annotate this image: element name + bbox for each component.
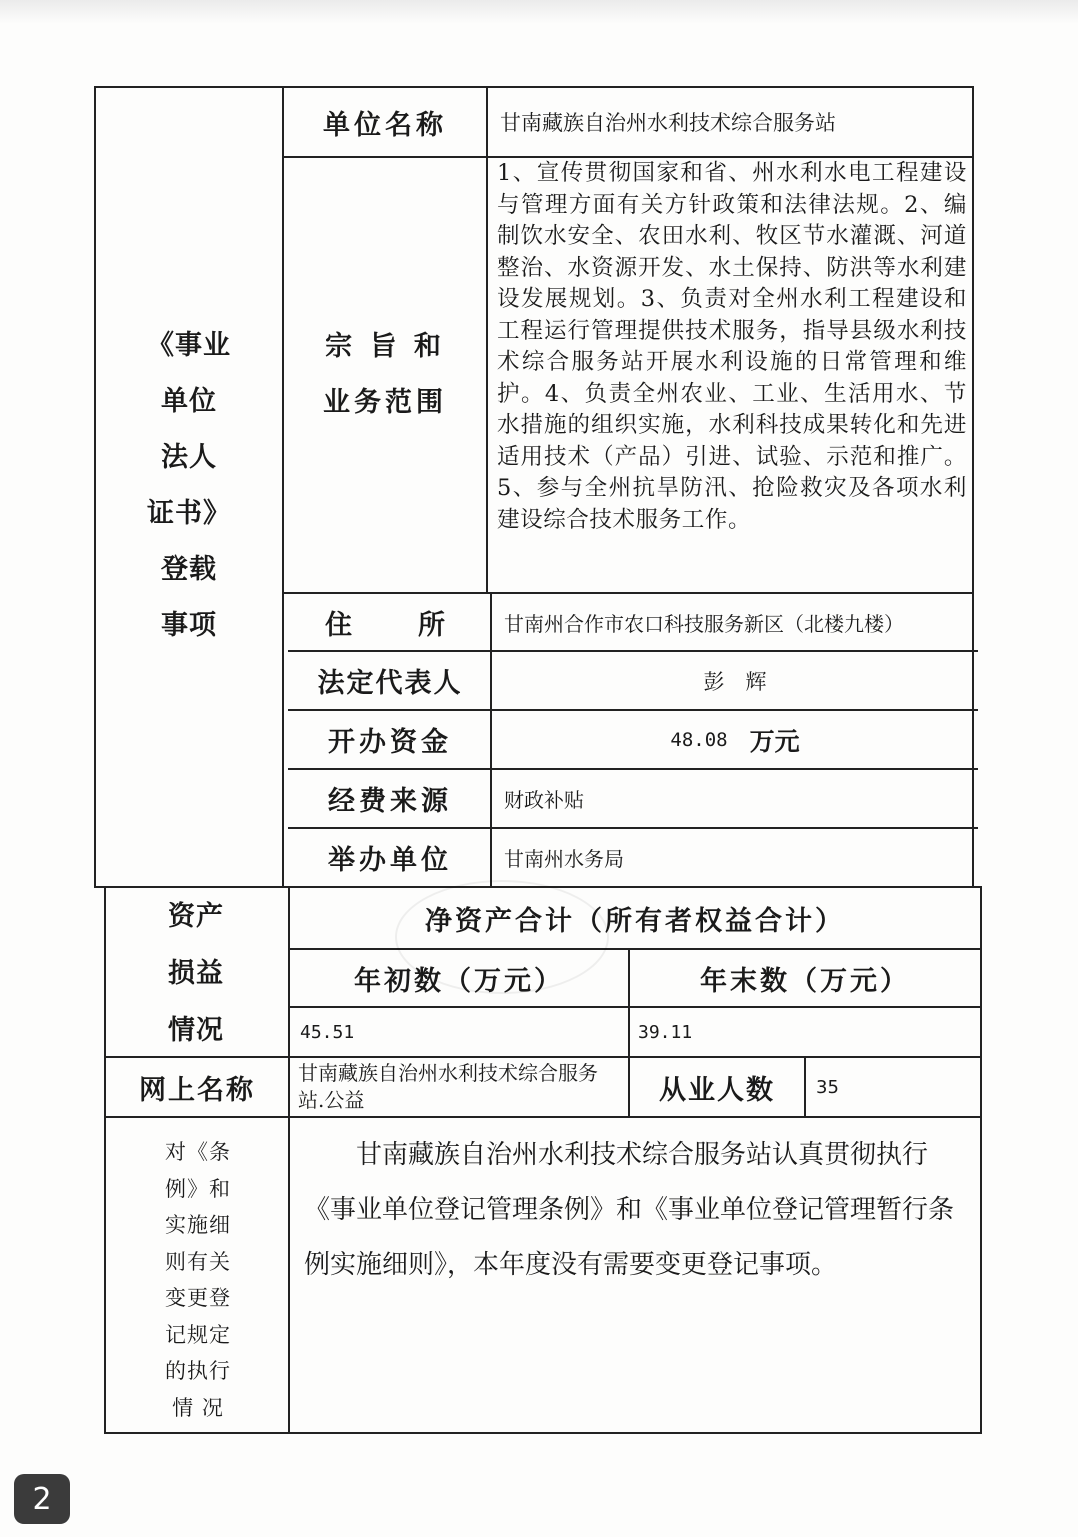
page-number-badge[interactable]: 2 <box>14 1474 70 1524</box>
section-line: 法人 <box>161 442 217 473</box>
section-line: 资产 <box>168 901 224 932</box>
compliance-label-line: 变更登 <box>165 1286 231 1310</box>
section-line: 情况 <box>168 1015 224 1046</box>
purpose-label-line2: 业务范围 <box>323 387 447 418</box>
staff-count-label: 从业人数 <box>659 1074 775 1106</box>
section-line: 证书》 <box>147 498 231 529</box>
col-sep-label-upper <box>486 86 488 594</box>
funding-value: 财政补贴 <box>504 788 584 812</box>
unit-name-value: 甘南藏族自治州水利技术综合服务站 <box>500 111 836 135</box>
purpose-text: 1、宣传贯彻国家和省、州水利水电工程建设与管理方面有关方针政策和法律法规。2、编制饮水安全、农田水利、牧区节水灌溉、河道整治、水资源开发、水土保持、防洪等水利建设发展规划。3、负责对全州水利工程建设和工程运行管理提供技术服务，指导县级水利技术综合服务站开展水利设施的日常管理和维护。4、负责全州农业、工业、生活用水、节水措施的组织实施，水利科技成果转化和先进适用技术（产品）引进、试验、示范和推广。5、参与全州抗旱防汛、抢险救灾及各项水利建设综合技术服务工作。 <box>497 160 967 533</box>
compliance-label-line: 情 况 <box>172 1395 224 1420</box>
section-line: 损益 <box>168 958 224 989</box>
purpose-label-line1: 宗 旨 和 <box>325 331 445 362</box>
staff-count-value: 35 <box>816 1076 839 1098</box>
legal-rep-value: 彭 辉 <box>703 669 767 694</box>
section-line: 事项 <box>161 610 217 641</box>
capital-value <box>492 711 978 768</box>
compliance-label <box>150 1134 246 1426</box>
end-of-year-label: 年末数（万元） <box>700 965 910 997</box>
sponsor-value: 甘南州水务局 <box>504 847 624 871</box>
row-sep-compliance <box>104 1116 980 1118</box>
section-line: 《事业 <box>147 330 231 361</box>
compliance-label-line: 例》和 <box>165 1176 231 1201</box>
funding-label: 经费来源 <box>328 786 452 817</box>
section-certificate-label <box>96 318 282 654</box>
compliance-text: 甘南藏族自治州水利技术综合服务站认真贯彻执行《事业单位登记管理条例》和《事业单位登记管理暂行条例实施细则》，本年度没有需要变更登记事项。 <box>304 1140 955 1280</box>
section-line: 登载 <box>161 554 217 585</box>
capital-label: 开办资金 <box>328 727 452 758</box>
purpose-label <box>284 158 486 592</box>
legal-rep-label: 法定代表人 <box>317 668 463 699</box>
start-of-year-label: 年初数（万元） <box>354 965 564 997</box>
address-label: 住 所 <box>325 609 449 641</box>
net-assets-header: 净资产合计（所有者权益合计） <box>425 905 845 937</box>
capital-amount: 48.08 <box>670 728 728 751</box>
compliance-label-line: 则有关 <box>165 1249 231 1274</box>
unit-name-label: 单位名称 <box>323 109 447 141</box>
online-name-value: 甘南藏族自治州水利技术综合服务站.公益 <box>298 1061 598 1112</box>
online-name-label: 网上名称 <box>139 1074 255 1106</box>
table-border-right-lower <box>980 886 982 1434</box>
section-line: 单位 <box>161 386 217 417</box>
compliance-label-line: 对《条 <box>165 1140 231 1164</box>
compliance-label-line: 的执行 <box>165 1359 231 1383</box>
col-sep-staff <box>804 1056 806 1118</box>
sponsor-label: 举办单位 <box>328 845 452 876</box>
capital-unit: 万元 <box>749 726 800 756</box>
compliance-label-line: 实施细 <box>165 1213 231 1237</box>
start-of-year-value: 45.51 <box>300 1021 355 1043</box>
end-of-year-value: 39.11 <box>638 1021 693 1043</box>
address-value: 甘南州合作市农口科技服务新区（北楼九楼） <box>504 611 904 636</box>
table-border-bottom <box>104 1432 982 1434</box>
section-assets-label <box>104 888 288 1059</box>
compliance-label-line: 记规定 <box>165 1322 231 1347</box>
